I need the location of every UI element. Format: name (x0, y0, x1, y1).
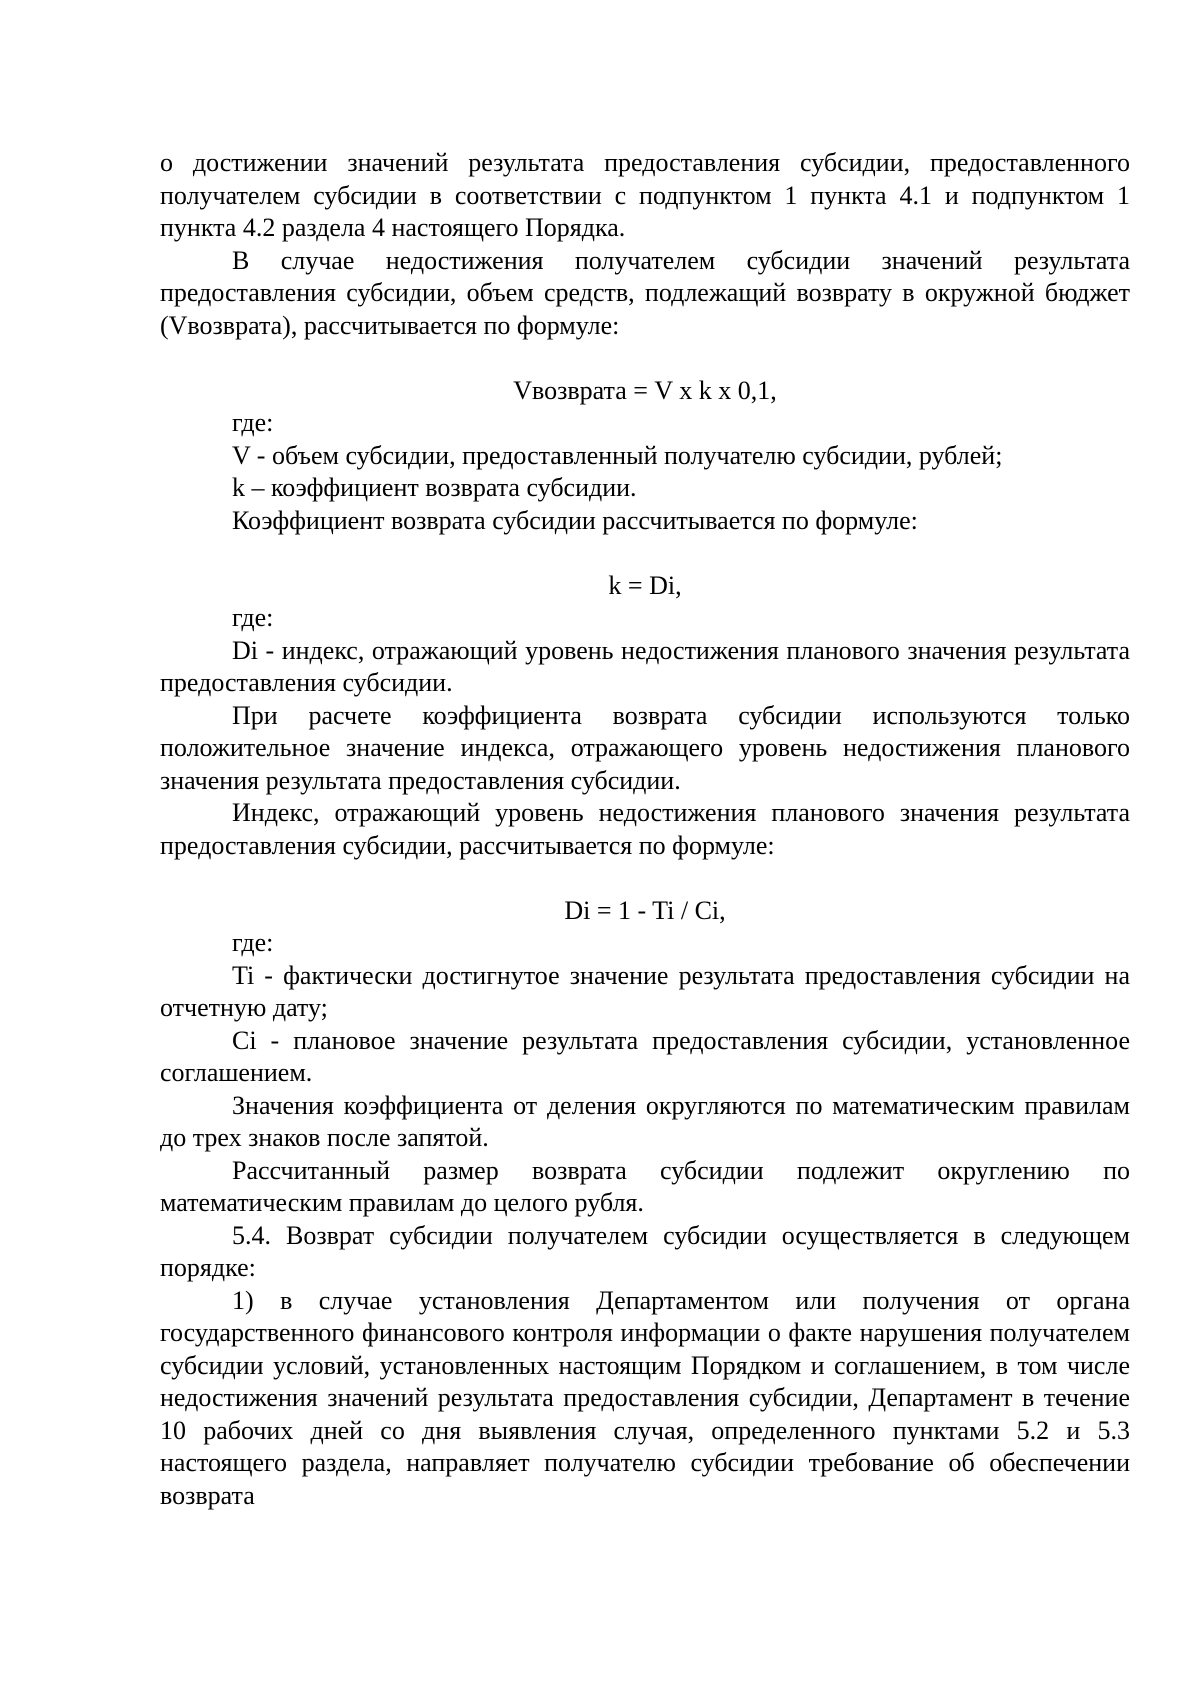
definition-k: k – коэффициент возврата субсидии. (232, 473, 637, 502)
document-body (160, 147, 1130, 1512)
definition-di: Di - индекс, отражающий уровень недостижения планового значения результата предоставления субсидии. (160, 635, 1130, 697)
paragraph-positive-index: При расчете коэффициента возврата субсидии используются только положительное значение индекса, отражающего уровень недостижения планового значения результата предоставления субсидии. (160, 700, 1130, 795)
where-label-2: где: (232, 603, 274, 632)
where-label-1: где: (232, 408, 274, 437)
paragraph-continuation: о достижении значений результата предоставления субсидии, предоставленного получателем субсидии в соответствии с подпунктом 1 пункта 4.1 и подпунктом 1 пункта 4.2 раздела 4 настоящего Порядка. (160, 148, 1130, 242)
formula-return-volume: Vвозврата = V x k x 0,1, (513, 375, 777, 405)
where-label-3: где: (232, 928, 274, 957)
definition-ci: Ci - плановое значение результата предоставления субсидии, установленное соглашением. (160, 1025, 1130, 1087)
paragraph-rounding-coefficient: Значения коэффициента от деления округляются по математическим правилам до трех знаков после запятой. (160, 1090, 1130, 1152)
paragraph-rounding-amount: Рассчитанный размер возврата субсидии подлежит округлению по математическим правилам до целого рубля. (160, 1155, 1130, 1217)
formula-coefficient: k = Di, (608, 570, 682, 600)
paragraph-item-1: 1) в случае установления Департаментом или получения от органа государственного финансового контроля информации о факте нарушения получателем субсидии условий, установленных настоящим Порядком и соглашением, в том числе недостижения значений результата предоставления субсидии, Департамент в течение 10 рабочих дней со дня выявления случая, определенного пунктами 5.2 и 5.3 настоящего раздела, направляет получателю субсидии требование об обеспечении возврата (160, 1285, 1130, 1510)
paragraph-section-5-4: 5.4. Возврат субсидии получателем субсидии осуществляется в следующем порядке: (160, 1220, 1130, 1282)
paragraph-coefficient-formula: Коэффициент возврата субсидии рассчитывается по формуле: (232, 505, 918, 535)
paragraph-index-formula: Индекс, отражающий уровень недостижения планового значения результата предоставления субсидии, рассчитывается по формуле: (160, 798, 1130, 860)
definition-v: V - объем субсидии, предоставленный получателю субсидии, рублей; (232, 440, 1003, 470)
formula-index: Di = 1 - Ti / Ci, (564, 895, 726, 925)
definition-ti: Ti - фактически достигнутое значение результата предоставления субсидии на отчетную дату; (160, 960, 1130, 1022)
paragraph-return-volume: В случае недостижения получателем субсидии значений результата предоставления субсидии, объем средств, подлежащий возврату в окружной бюджет (Vвозврата), рассчитывается по формуле: (160, 245, 1130, 340)
